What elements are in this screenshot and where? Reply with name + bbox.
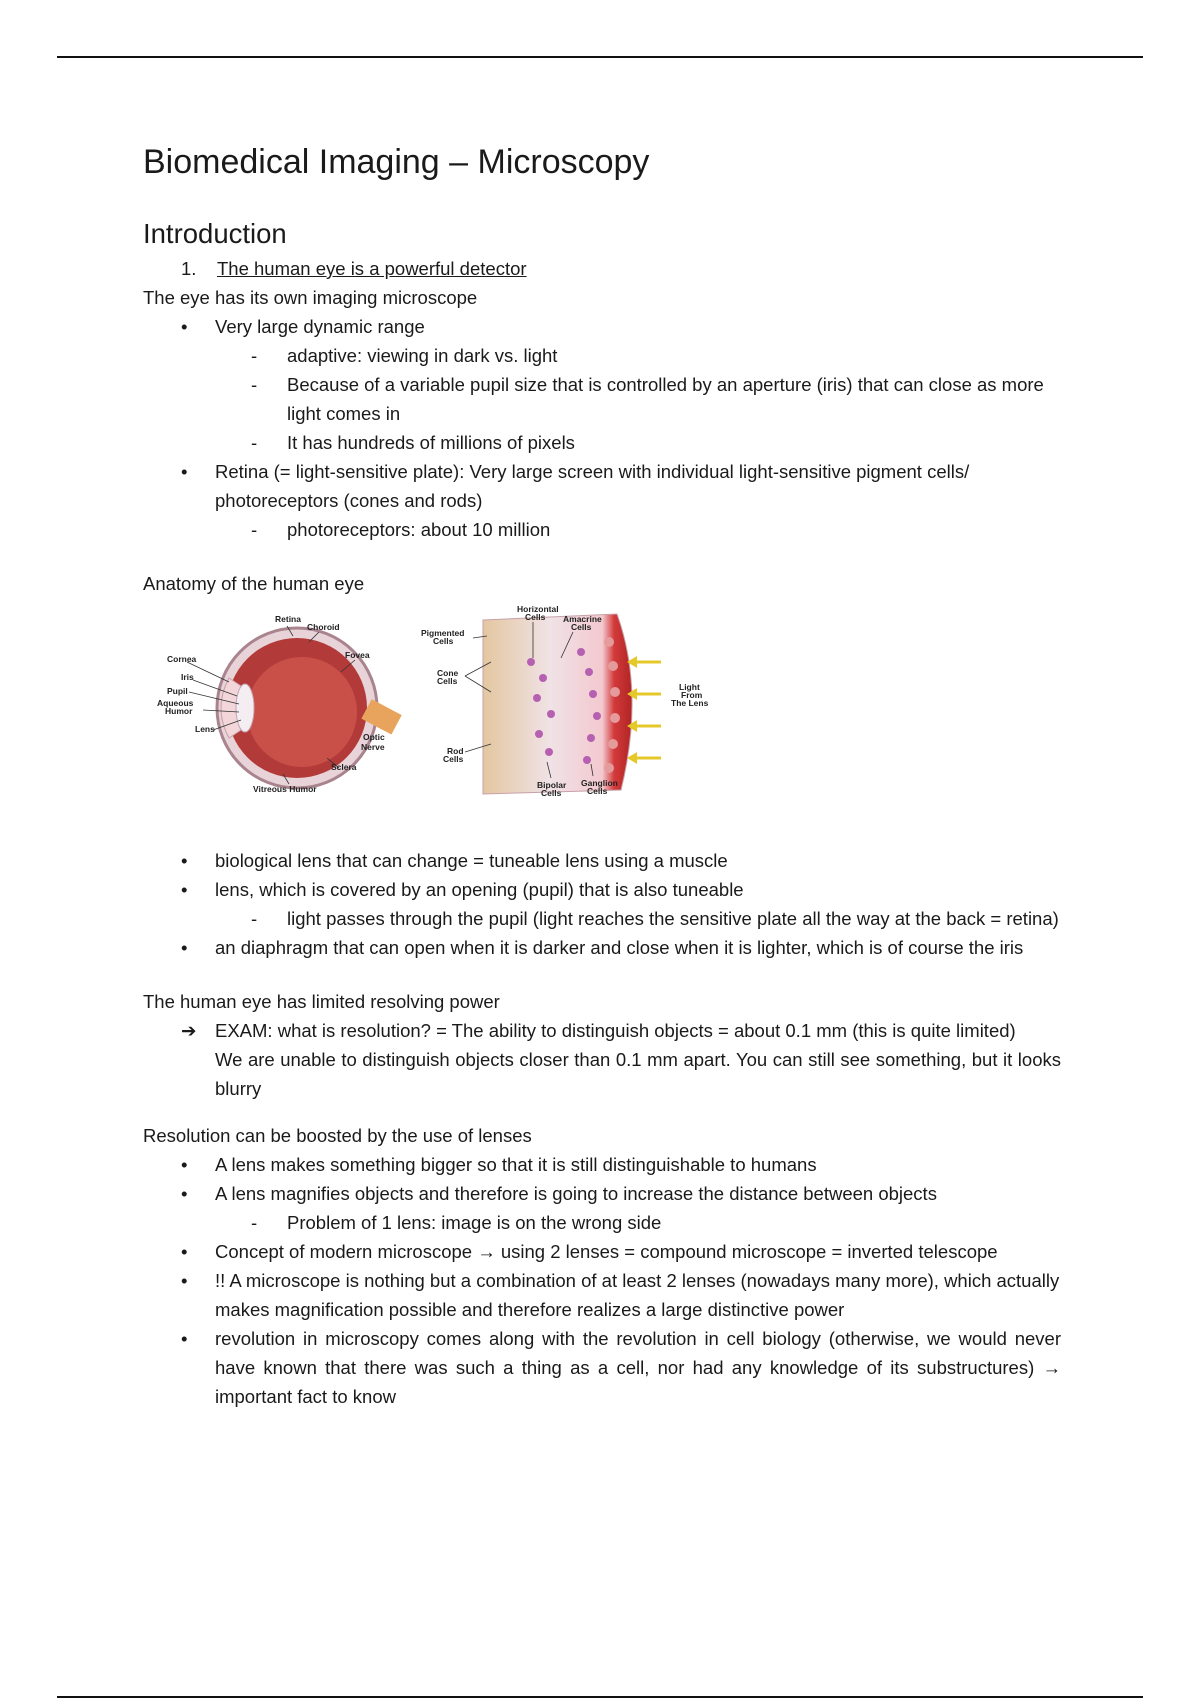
eye-label-nerve: Nerve <box>361 742 385 752</box>
retina-label-rod-cells: Cells <box>443 754 464 764</box>
retina-label-amacrine: Amacrine <box>563 614 602 624</box>
section-label-resolving: The human eye has limited resolving power <box>143 991 500 1012</box>
retina-label-light: Light <box>679 682 700 692</box>
retina-label-horizontal-cells: Cells <box>525 612 546 622</box>
eye-label-retina: Retina <box>275 614 301 624</box>
retina-label-ganglion-cells: Cells <box>587 786 608 796</box>
sub-list-item: - It has hundreds of millions of pixels <box>143 428 1061 457</box>
eye-label-aqueous: Aqueous <box>157 698 194 708</box>
document-page <box>143 140 1061 1411</box>
eye-anatomy-diagram <box>157 608 407 808</box>
list-item: • !! A microscope is nothing but a combination of at least 2 lenses (nowadays many more), which actually makes magnification possible and therefore realizes a large distinctive power <box>143 1266 1061 1324</box>
list-item: • revolution in microscopy comes along with the revolution in cell biology (otherwise, we would never have known that there was such a thing as a cell, nor had any knowledge of its substructures) → important fact to know <box>143 1324 1061 1411</box>
list-item: • Retina (= light-sensitive plate): Very large screen with individual light-sensitive pigment cells/ photoreceptors (cones and rods) <box>143 457 1061 515</box>
exam-line-1: EXAM: what is resolution? = The ability to distinguish objects = about 0.1 mm (this is quite limited) <box>215 1020 1016 1041</box>
list-item: • lens, which is covered by an opening (pupil) that is also tuneable <box>143 875 1061 904</box>
exam-note <box>143 1016 1061 1103</box>
eye-label-sclera: Sclera <box>331 762 357 772</box>
eye-label-fovea: Fovea <box>345 650 370 660</box>
sub-list-item: - Problem of 1 lens: image is on the wrong side <box>143 1208 1061 1237</box>
exam-line-2: We are unable to distinguish objects closer than 0.1 mm apart. You can still see something, but it looks blurry <box>215 1049 1061 1099</box>
numbered-heading <box>181 254 1061 283</box>
retina-label-horizontal: Horizontal <box>517 604 559 614</box>
light-arrows <box>633 662 661 758</box>
bullet-list-2 <box>143 846 1061 962</box>
header-rule <box>57 56 1143 58</box>
retina-label-bipolar-cells: Cells <box>541 788 562 798</box>
list-item: • an diaphragm that can open when it is darker and close when it is lighter, which is of course the iris <box>143 933 1061 962</box>
eye-label-pupil: Pupil <box>167 686 188 696</box>
eye-label-vitreous: Vitreous Humor <box>253 784 317 794</box>
list-item: • Concept of modern microscope → using 2 lenses = compound microscope = inverted telescope <box>143 1237 1061 1266</box>
section-label-lenses: Resolution can be boosted by the use of lenses <box>143 1125 532 1146</box>
figure-caption: Anatomy of the human eye <box>143 573 365 594</box>
retina-label-bipolar: Bipolar <box>537 780 567 790</box>
footer-rule <box>57 1696 1143 1698</box>
retina-label-from: From <box>681 690 703 700</box>
bullet-list-1 <box>143 312 1061 544</box>
retina-label-cone: Cone <box>437 668 459 678</box>
arrow-icon: ➔ <box>181 1020 197 1041</box>
eye-label-optic: Optic <box>363 732 385 742</box>
eye-label-choroid: Choroid <box>307 622 340 632</box>
eye-vitreous-shape <box>247 657 357 767</box>
bullet-list-3 <box>143 1150 1061 1411</box>
eye-label-iris: Iris <box>181 672 194 682</box>
retina-label-pigmented: Pigmented <box>421 628 465 638</box>
sub-list-item: - adaptive: viewing in dark vs. light <box>143 341 1061 370</box>
list-item: • A lens makes something bigger so that it is still distinguishable to humans <box>143 1150 1061 1179</box>
eye-label-humor: Humor <box>165 706 193 716</box>
retina-label-amacrine-cells: Cells <box>571 622 592 632</box>
retina-label-rod: Rod <box>447 746 464 756</box>
retina-label-ganglion: Ganglion <box>581 778 618 788</box>
eye-label-cornea: Cornea <box>167 654 197 664</box>
sub-list-item: - Because of a variable pupil size that is controlled by an aperture (iris) that can close as more light comes in <box>143 370 1061 428</box>
retina-label-the-lens: The Lens <box>671 698 709 708</box>
list-item: • Very large dynamic range <box>143 312 1061 341</box>
paragraph: The eye has its own imaging microscope <box>143 287 478 308</box>
figure-row <box>143 602 1061 842</box>
sub-list-item: - light passes through the pupil (light reaches the sensitive plate all the way at the back = retina) <box>143 904 1061 933</box>
retina-label-cone-cells: Cells <box>437 676 458 686</box>
list-item: • biological lens that can change = tuneable lens using a muscle <box>143 846 1061 875</box>
section-heading: Introduction <box>143 218 287 249</box>
sub-list-item: - photoreceptors: about 10 million <box>143 515 1061 544</box>
retina-label-pigmented-cells: Cells <box>433 636 454 646</box>
heading-number: 1. <box>181 258 197 279</box>
list-item: • A lens magnifies objects and therefore is going to increase the distance between objects <box>143 1179 1061 1208</box>
document-title: Biomedical Imaging – Microscopy <box>143 143 650 181</box>
eye-label-lens: Lens <box>195 724 215 734</box>
lens-shape <box>236 684 254 732</box>
retina-layers-diagram <box>421 602 751 802</box>
heading-text: The human eye is a powerful detector <box>217 258 527 279</box>
